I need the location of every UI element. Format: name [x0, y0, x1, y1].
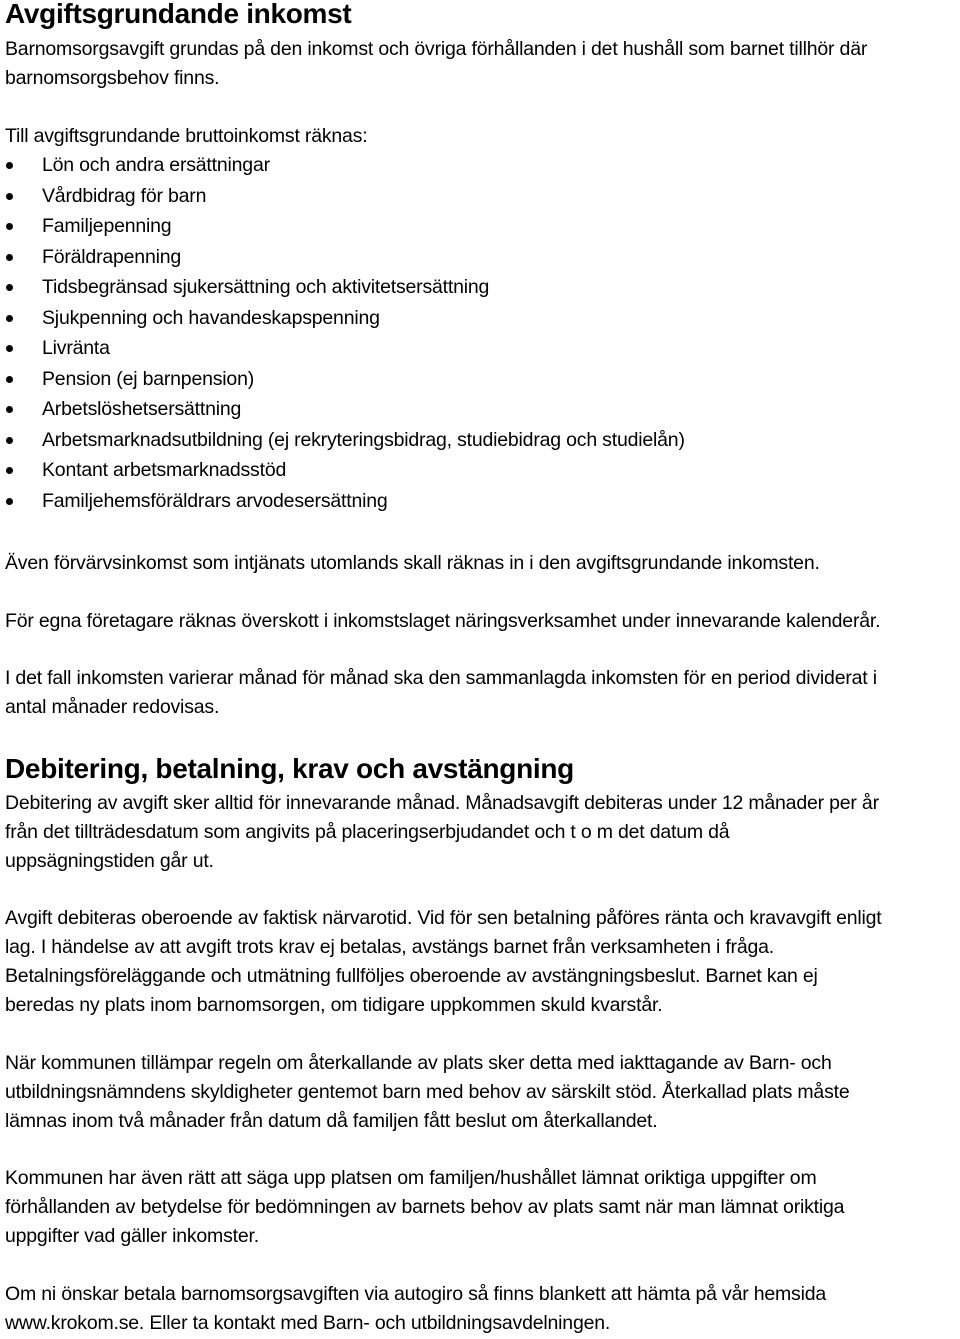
paragraph-varying-line-2: antal månader redovisas. [5, 696, 220, 718]
billing-p1-line-2: från det tillträdesdatum som angivits på placeringserbjudandet och t o m det datum då [5, 821, 730, 843]
billing-p5-line-1: Om ni önskar betala barnomsorgsavgiften via autogiro så finns blankett att hämta på vår hemsida [5, 1283, 827, 1305]
billing-p4-line-1: Kommunen har även rätt att säga upp platsen om familjen/hushållet lämnat oriktiga uppgifter om [5, 1167, 817, 1189]
billing-p3-line-1: När kommunen tillämpar regeln om återkallande av plats sker detta med iakttagande av Barn- och [5, 1052, 832, 1074]
bullet-icon [6, 467, 13, 474]
billing-p3-line-3: lämnas inom två månader från datum då familjen fått beslut om återkallandet. [5, 1110, 658, 1132]
bullet-icon [6, 345, 13, 352]
bullet-icon [6, 193, 13, 200]
billing-p4-line-2: förhållanden av betydelse för bedömningen av barnets behov av plats samt när man lämnat oriktiga [5, 1196, 845, 1218]
billing-p1-line-3: uppsägningstiden går ut. [5, 850, 214, 872]
billing-p1-line-1: Debitering av avgift sker alltid för innevarande månad. Månadsavgift debiteras under 12 månader per år [5, 792, 879, 814]
billing-p2-line-3: Betalningsföreläggande och utmätning fullföljes oberoende av avstängningsbeslut. Barnet kan ej [5, 965, 818, 987]
list-intro: Till avgiftsgrundande bruttoinkomst räknas: [5, 125, 368, 147]
billing-p3-line-2: utbildningsnämndens skyldigheter gentemot barn med behov av särskilt stöd. Återkallad plats måste [5, 1081, 850, 1103]
billing-p4-line-3: uppgifter vad gäller inkomster. [5, 1225, 259, 1247]
billing-p2-line-4: beredas ny plats inom barnomsorgen, om tidigare uppkommen skuld kvarstår. [5, 994, 663, 1016]
intro-line-2: barnomsorgsbehov finns. [5, 67, 220, 89]
intro-line-1: Barnomsorgsavgift grundas på den inkomst och övriga förhållanden i det hushåll som barnet tillhör där [5, 38, 868, 60]
section-heading-income: Avgiftsgrundande inkomst [5, 0, 352, 29]
paragraph-abroad-income: Även förvärvsinkomst som intjänats utomlands skall räknas in i den avgiftsgrundande inkomsten. [5, 552, 820, 574]
bullet-icon [6, 162, 13, 169]
billing-p2-line-2: lag. I händelse av att avgift trots krav ej betalas, avstängs barnet från verksamheten i fråga. [5, 936, 775, 958]
bullet-icon [6, 315, 13, 322]
paragraph-self-employed: För egna företagare räknas överskott i inkomstslaget näringsverksamhet under innevarande kalenderår. [5, 610, 881, 632]
section-heading-billing: Debitering, betalning, krav och avstängning [5, 753, 574, 784]
billing-p2-line-1: Avgift debiteras oberoende av faktisk närvarotid. Vid för sen betalning påföres ränta och kravavgift enligt [5, 907, 882, 929]
document-page: Avgiftsgrundande inkomst Barnomsorgsavgift grundas på den inkomst och övriga förhållanden i det hushåll som barnet tillhör där barnomsorgsbehov finns. Till avgiftsgrundande bruttoinkomst räknas: Lön och andra ersättningar Vårdbidrag för barn Familjepenning Föräldrapenning Tidsbegränsad sjukersättning och aktivitetsersättning Sjukpenning och havandeskapspenning Livränta Pension (ej barnpension) Arbetslöshetsersättning Arbetsmarknadsutbildning (ej rekryteringsbidrag, studiebidrag och studielån) Kontant arbetsmarknadsstöd Familjehemsföräldrars arvodesersättning Även förvärvsinkomst som intjänats utomlands skall räknas in i den avgiftsgrundande inkomsten. För egna företagare räknas överskott i inkomstslaget näringsverksamhet under innevarande kalenderår. I det fall inkomsten varierar månad för månad ska den sammanlagda inkomsten för en period dividerat i antal månader redovisas. Debitering, betalning, krav och avstängning Debitering av avgift sker alltid för innevarande månad. Månadsavgift debiteras under 12 månader per år från det tillträdesdatum som angivits på placeringserbjudandet och t o m det datum då uppsägningstiden går ut. Avgift debiteras oberoende av faktisk närvarotid. Vid för sen betalning påföres ränta och kravavgift enligt lag. I händelse av att avgift trots krav ej betalas, avstängs barnet från verksamheten i fråga. Betalningsföreläggande och utmätning fullföljes oberoende av avstängningsbeslut. Barnet kan ej beredas ny plats inom barnomsorgen, om tidigare uppkommen skuld kvarstår. När kommunen tillämpar regeln om återkallande av plats sker detta med iakttagande av Barn- och utbildningsnämndens skyldigheter gentemot barn med behov av särskilt stöd. Återkallad plats måste lämnas inom två månader från datum då familjen fått beslut om återkallandet. Kommunen har även rätt att säga upp platsen om familjen/hushållet lämnat oriktiga uppgifter om förhållanden av betydelse för bedömningen av barnets behov av plats samt när man lämnat oriktiga uppgifter vad gäller inkomster. Om ni önskar betala barnomsorgsavgiften via autogiro så finns blankett att hämta på vår hemsida www.krokom.se. Eller ta kontakt med Barn- och utbildningsavdelningen. [0, 0, 960, 1339]
bullet-icon [6, 498, 13, 505]
bullet-icon [6, 223, 13, 230]
bullet-icon [6, 376, 13, 383]
bullet-icon [6, 284, 13, 291]
paragraph-varying-line-1: I det fall inkomsten varierar månad för månad ska den sammanlagda inkomsten för en period dividerat i [5, 667, 877, 689]
bullet-icon [6, 254, 13, 261]
billing-p5-line-2: www.krokom.se. Eller ta kontakt med Barn- och utbildningsavdelningen. [5, 1312, 611, 1334]
bullet-icon [6, 437, 13, 444]
bullet-icon [6, 406, 13, 413]
